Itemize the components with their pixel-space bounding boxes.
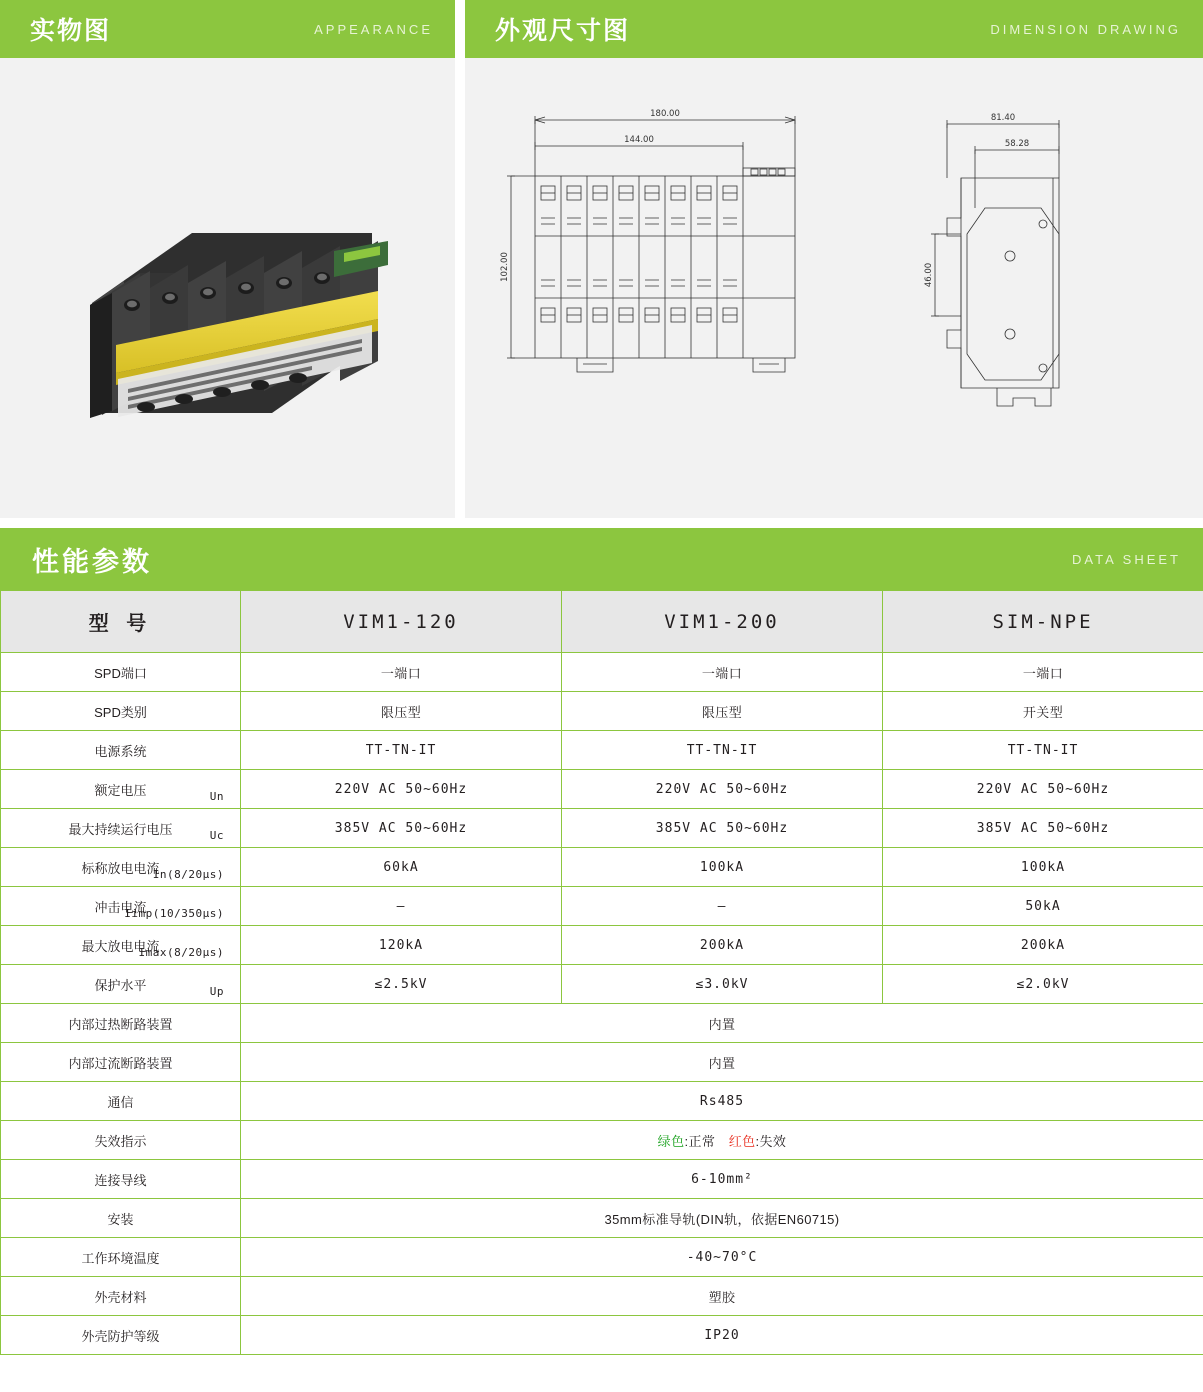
dimension-title-en: DIMENSION DRAWING (990, 21, 1181, 37)
spd-module-illustration (72, 193, 402, 433)
dimension-title-cn: 外观尺寸图 (495, 17, 631, 45)
cell-value-merged: Rs485 (241, 1082, 1203, 1121)
cell-value: 220V AC 50~60Hz (241, 770, 562, 809)
table-row (1, 887, 1203, 926)
row-label-sub: Up (209, 985, 224, 998)
cell-value: ≤2.0kV (883, 965, 1203, 1004)
row-label-text: 最大放电电流 (81, 938, 160, 954)
column-header-sim-npe: SIM-NPE (883, 591, 1203, 653)
appearance-title-cn: 实物图 (30, 17, 112, 45)
cell-value: ≤2.5kV (241, 965, 562, 1004)
table-row (1, 848, 1203, 887)
datasheet-title-cn: 性能参数 (32, 546, 152, 577)
row-label-sub: In(8/20μs) (152, 868, 224, 881)
column-header-vim1-200: VIM1-200 (562, 591, 883, 653)
column-header-model: 型 号 (1, 591, 241, 653)
table-row (1, 1199, 1203, 1238)
cell-value-merged: 内置 (241, 1043, 1203, 1082)
cell-value: 限压型 (562, 692, 883, 731)
row-label-text: SPD类别 (94, 704, 147, 720)
row-label: 通信 (1, 1082, 241, 1121)
dim-front-height: 102.00 (500, 252, 510, 282)
cell-value: – (562, 887, 883, 926)
datasheet-section (0, 528, 1203, 1355)
dim-side-height: 46.00 (924, 262, 934, 288)
top-panels (0, 0, 1203, 518)
fail-indicator-red-meaning: :失效 (755, 1133, 787, 1149)
fail-indicator-red-label: 红色 (728, 1133, 756, 1149)
table-row (1, 965, 1203, 1004)
table-row (1, 731, 1203, 770)
row-label: 安装 (1, 1199, 241, 1238)
dimension-header (465, 0, 1203, 58)
cell-value: 一端口 (241, 653, 562, 692)
cell-value: 100kA (883, 848, 1203, 887)
dim-front-width-total: 180.00 (650, 109, 680, 119)
table-row (1, 1082, 1203, 1121)
dim-side-width-inner: 58.28 (1004, 139, 1030, 149)
table-row (1, 1277, 1203, 1316)
cell-value-merged: -40~70°C (241, 1238, 1203, 1277)
cell-value: 385V AC 50~60Hz (562, 809, 883, 848)
table-row (1, 1160, 1203, 1199)
table-row (1, 1004, 1203, 1043)
cell-value: – (241, 887, 562, 926)
row-label (1, 653, 241, 692)
row-label (1, 887, 241, 926)
cell-value: 385V AC 50~60Hz (883, 809, 1203, 848)
table-row (1, 770, 1203, 809)
cell-value: TT-TN-IT (562, 731, 883, 770)
cell-value: 一端口 (883, 653, 1203, 692)
cell-value: 开关型 (883, 692, 1203, 731)
row-label-sub: Un (209, 790, 224, 803)
dim-side-width-total: 81.40 (990, 113, 1016, 123)
row-label (1, 926, 241, 965)
appearance-body (0, 58, 455, 518)
datasheet-header (0, 528, 1203, 590)
cell-value: 一端口 (562, 653, 883, 692)
cell-value: 100kA (562, 848, 883, 887)
cell-value: 220V AC 50~60Hz (562, 770, 883, 809)
table-row (1, 1238, 1203, 1277)
fail-indicator-green-meaning: :正常 (684, 1133, 729, 1149)
cell-value: ≤3.0kV (562, 965, 883, 1004)
row-label (1, 692, 241, 731)
table-row (1, 1121, 1203, 1160)
row-label-text: 保护水平 (94, 977, 147, 993)
row-label (1, 809, 241, 848)
cell-value-merged: 6-10mm² (241, 1160, 1203, 1199)
table-row (1, 653, 1203, 692)
product-photo (72, 193, 402, 433)
table-header-row (1, 591, 1203, 653)
row-label-text: 标称放电电流 (81, 860, 160, 876)
cell-value-fail-indication (241, 1121, 1203, 1160)
row-label-text: SPD端口 (94, 665, 147, 681)
row-label (1, 848, 241, 887)
row-label-text: 额定电压 (94, 782, 147, 798)
appearance-header (0, 0, 455, 58)
column-header-vim1-120: VIM1-120 (241, 591, 562, 653)
row-label-text: 电源系统 (94, 743, 147, 759)
row-label: 内部过热断路装置 (1, 1004, 241, 1043)
cell-value-merged: 35mm标准导轨(DIN轨，依据EN60715) (241, 1199, 1203, 1238)
appearance-panel (0, 0, 455, 518)
row-label-sub: Uc (209, 829, 224, 842)
cell-value: 200kA (562, 926, 883, 965)
row-label: 外壳材料 (1, 1277, 241, 1316)
dimension-panel (465, 0, 1203, 518)
table-row (1, 1316, 1203, 1355)
fail-indicator-green-label: 绿色 (657, 1133, 685, 1149)
row-label (1, 965, 241, 1004)
cell-value: 385V AC 50~60Hz (241, 809, 562, 848)
cell-value: TT-TN-IT (241, 731, 562, 770)
cell-value: 限压型 (241, 692, 562, 731)
cell-value: 120kA (241, 926, 562, 965)
cell-value: 60kA (241, 848, 562, 887)
cell-value-merged: 内置 (241, 1004, 1203, 1043)
row-label-text: 最大持续运行电压 (68, 821, 173, 837)
cell-value-merged: IP20 (241, 1316, 1203, 1355)
row-label: 失效指示 (1, 1121, 241, 1160)
table-row (1, 809, 1203, 848)
row-label-sub: Iimp(10/350μs) (124, 907, 224, 920)
row-label: 内部过流断路装置 (1, 1043, 241, 1082)
row-label (1, 770, 241, 809)
row-label-text: 冲击电流 (94, 899, 147, 915)
row-label: 工作环境温度 (1, 1238, 241, 1277)
specification-table (0, 590, 1203, 1355)
cell-value: TT-TN-IT (883, 731, 1203, 770)
cell-value-merged: 塑胶 (241, 1277, 1203, 1316)
appearance-title-en: APPEARANCE (314, 21, 433, 37)
table-row (1, 692, 1203, 731)
table-row (1, 1043, 1203, 1082)
datasheet-title-en: DATA SHEET (1072, 551, 1181, 567)
row-label (1, 731, 241, 770)
dimension-drawings (465, 58, 1203, 518)
dim-front-width-inner: 144.00 (624, 135, 654, 145)
row-label: 外壳防护等级 (1, 1316, 241, 1355)
dimension-body (465, 58, 1203, 518)
row-label: 连接导线 (1, 1160, 241, 1199)
cell-value: 50kA (883, 887, 1203, 926)
row-label-sub: Imax(8/20μs) (138, 946, 224, 959)
table-row (1, 926, 1203, 965)
cell-value: 220V AC 50~60Hz (883, 770, 1203, 809)
cell-value: 200kA (883, 926, 1203, 965)
